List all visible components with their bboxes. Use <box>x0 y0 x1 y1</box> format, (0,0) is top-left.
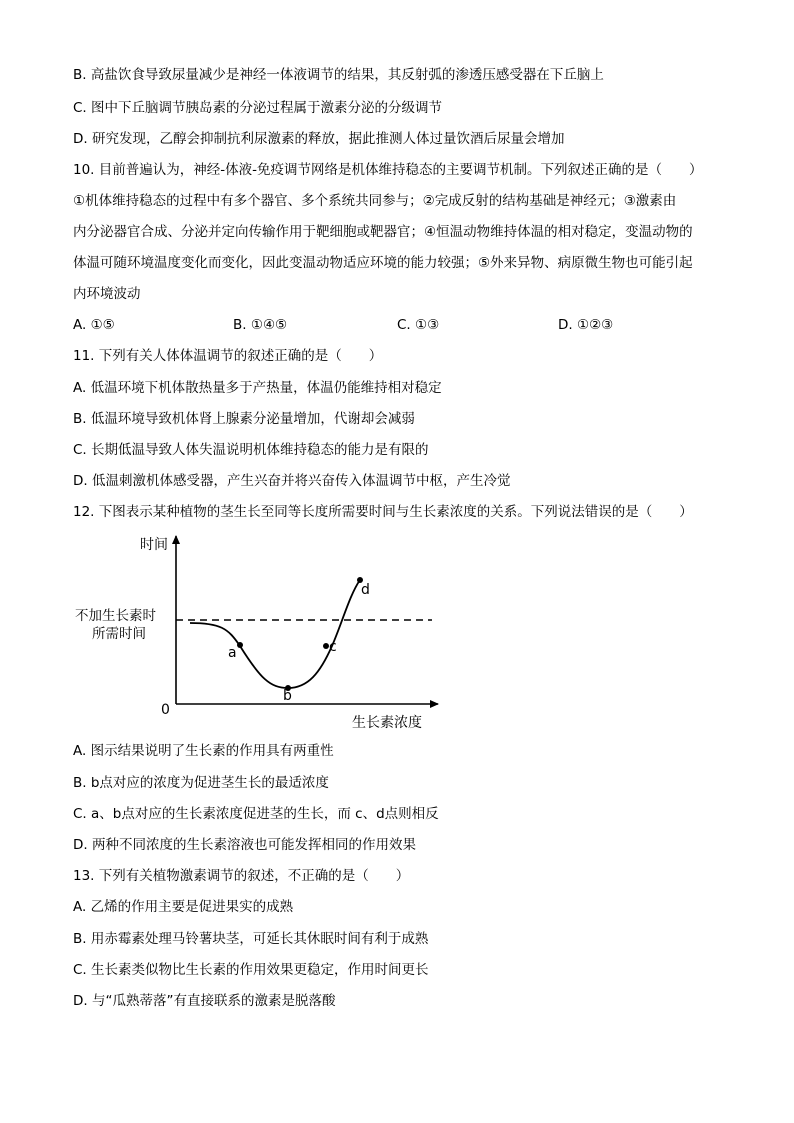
q9-option-c: C. 图中下丘脑调节胰岛素的分泌过程属于激素分泌的分级调节 <box>73 100 443 116</box>
data-point-a <box>237 642 243 648</box>
q11-stem: 11. 下列有关人体体温调节的叙述正确的是（ ） <box>73 348 383 364</box>
q10-option-a: A. ①⑤ <box>73 317 115 333</box>
q13-option-b: B. 用赤霉素处理马铃薯块茎，可延长其休眠时间有利于成熟 <box>73 931 429 947</box>
q13-option-c: C. 生长素类似物比生长素的作用效果更稳定，作用时间更长 <box>73 962 429 978</box>
q12-option-d: D. 两种不同浓度的生长素溶液也可能发挥相同的作用效果 <box>73 837 416 853</box>
q11-option-c: C. 长期低温导致人体失温说明机体维持稳态的能力是有限的 <box>73 442 429 458</box>
q10-options <box>73 315 713 335</box>
origin-label: 0 <box>161 702 170 718</box>
q10-option-b: B. ①④⑤ <box>233 317 288 333</box>
point-label-c: c <box>329 639 337 655</box>
y-axis-label: 时间 <box>140 537 168 553</box>
q10-statement-line: 体温可随环境温度变化而变化，因此变温动物适应环境的能力较强；⑤外来异物、病原微生物也可能引起 <box>73 255 693 271</box>
q12-option-b: B. b点对应的浓度为促进茎生长的最适浓度 <box>73 775 329 791</box>
q11-option-b: B. 低温环境导致机体肾上腺素分泌量增加，代谢却会减弱 <box>73 411 415 427</box>
q10-option-c: C. ①③ <box>397 317 440 333</box>
q13-option-a: A. 乙烯的作用主要是促进果实的成熟 <box>73 899 294 915</box>
q10-stem: 10. 目前普遍认为，神经-体液-免疫调节网络是机体维持稳态的主要调节机制。下列叙述正确的是（ ） <box>73 162 703 178</box>
q12-stem: 12. 下图表示某种植物的茎生长至同等长度所需要时间与生长素浓度的关系。下列说法错误的是（ ） <box>73 504 693 520</box>
point-label-a: a <box>228 645 237 661</box>
point-label-d: d <box>361 582 370 598</box>
reference-line-label: 所需时间 <box>92 626 146 642</box>
reference-line-label: 不加生长素时 <box>75 608 156 624</box>
response-curve <box>190 580 360 688</box>
growth-time-chart <box>70 528 450 733</box>
q9-option-b: B. 高盐饮食导致尿量减少是神经一体液调节的结果，其反射弧的渗透压感受器在下丘脑上 <box>73 67 604 83</box>
point-label-b: b <box>283 688 292 704</box>
q13-stem: 13. 下列有关植物激素调节的叙述，不正确的是（ ） <box>73 868 410 884</box>
q11-option-a: A. 低温环境下机体散热量多于产热量，体温仍能维持相对稳定 <box>73 380 442 396</box>
q9-option-d: D. 研究发现，乙醇会抑制抗利尿激素的释放，据此推测人体过量饮酒后尿量会增加 <box>73 131 565 147</box>
q11-option-d: D. 低温刺激机体感受器，产生兴奋并将兴奋传入体温调节中枢，产生冷觉 <box>73 473 511 489</box>
q10-statement-line: 内环境波动 <box>73 286 141 302</box>
q10-statement-line: 内分泌器官合成、分泌并定向传输作用于靶细胞或靶器官；④恒温动物维持体温的相对稳定，变温动物的 <box>73 224 693 240</box>
q13-option-d: D. 与“瓜熟蒂落”有直接联系的激素是脱落酸 <box>73 993 336 1009</box>
q10-option-d: D. ①②③ <box>558 317 614 333</box>
q12-option-a: A. 图示结果说明了生长素的作用具有两重性 <box>73 743 334 759</box>
q12-option-c: C. a、b点对应的生长素浓度促进茎的生长，而 c、d点则相反 <box>73 806 439 822</box>
x-axis-label: 生长素浓度 <box>352 715 422 731</box>
q10-statement-line: ①机体维持稳态的过程中有多个器官、多个系统共同参与；②完成反射的结构基础是神经元；③激素由 <box>73 193 677 209</box>
